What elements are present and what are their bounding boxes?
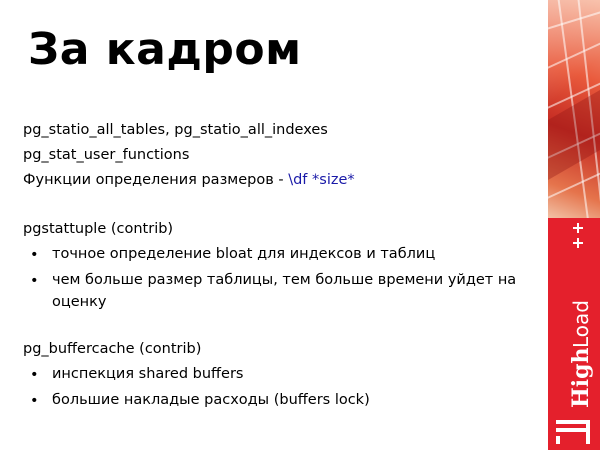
pg-buffercache-bullet-1: инспекция shared buffers (52, 366, 244, 382)
pgstattuple-bullet-1: точное определение bloat для индексов и таблиц (52, 246, 436, 262)
brand-photo (548, 0, 600, 218)
bullet-icon: • (30, 247, 39, 263)
stat-views-line: pg_statio_all_tables, pg_statio_all_indexes (23, 122, 328, 138)
bullet-icon: • (30, 273, 39, 289)
size-functions-command: \df *size* (288, 172, 355, 188)
svg-text:Load: Load (569, 300, 593, 348)
size-functions-line (23, 171, 355, 190)
pg-buffercache-heading: pg_buffercache (contrib) (23, 341, 202, 357)
bullet-icon: • (30, 393, 39, 409)
slide-title: За кадром (28, 24, 302, 75)
size-functions-text: Функции определения размеров - (23, 172, 289, 188)
bullet-icon: • (30, 367, 39, 383)
pg-buffercache-bullet-2: большие накладые расходы (buffers lock) (52, 392, 370, 408)
stat-functions-line: pg_stat_user_functions (23, 147, 190, 163)
highload-logo-icon (548, 218, 600, 450)
pgstattuple-heading: pgstattuple (contrib) (23, 221, 174, 237)
svg-text:High: High (568, 347, 594, 408)
pgstattuple-bullet-2: чем больше размер таблицы, тем больше времени уйдет на оценку (52, 272, 517, 310)
brand-strip (548, 0, 600, 450)
